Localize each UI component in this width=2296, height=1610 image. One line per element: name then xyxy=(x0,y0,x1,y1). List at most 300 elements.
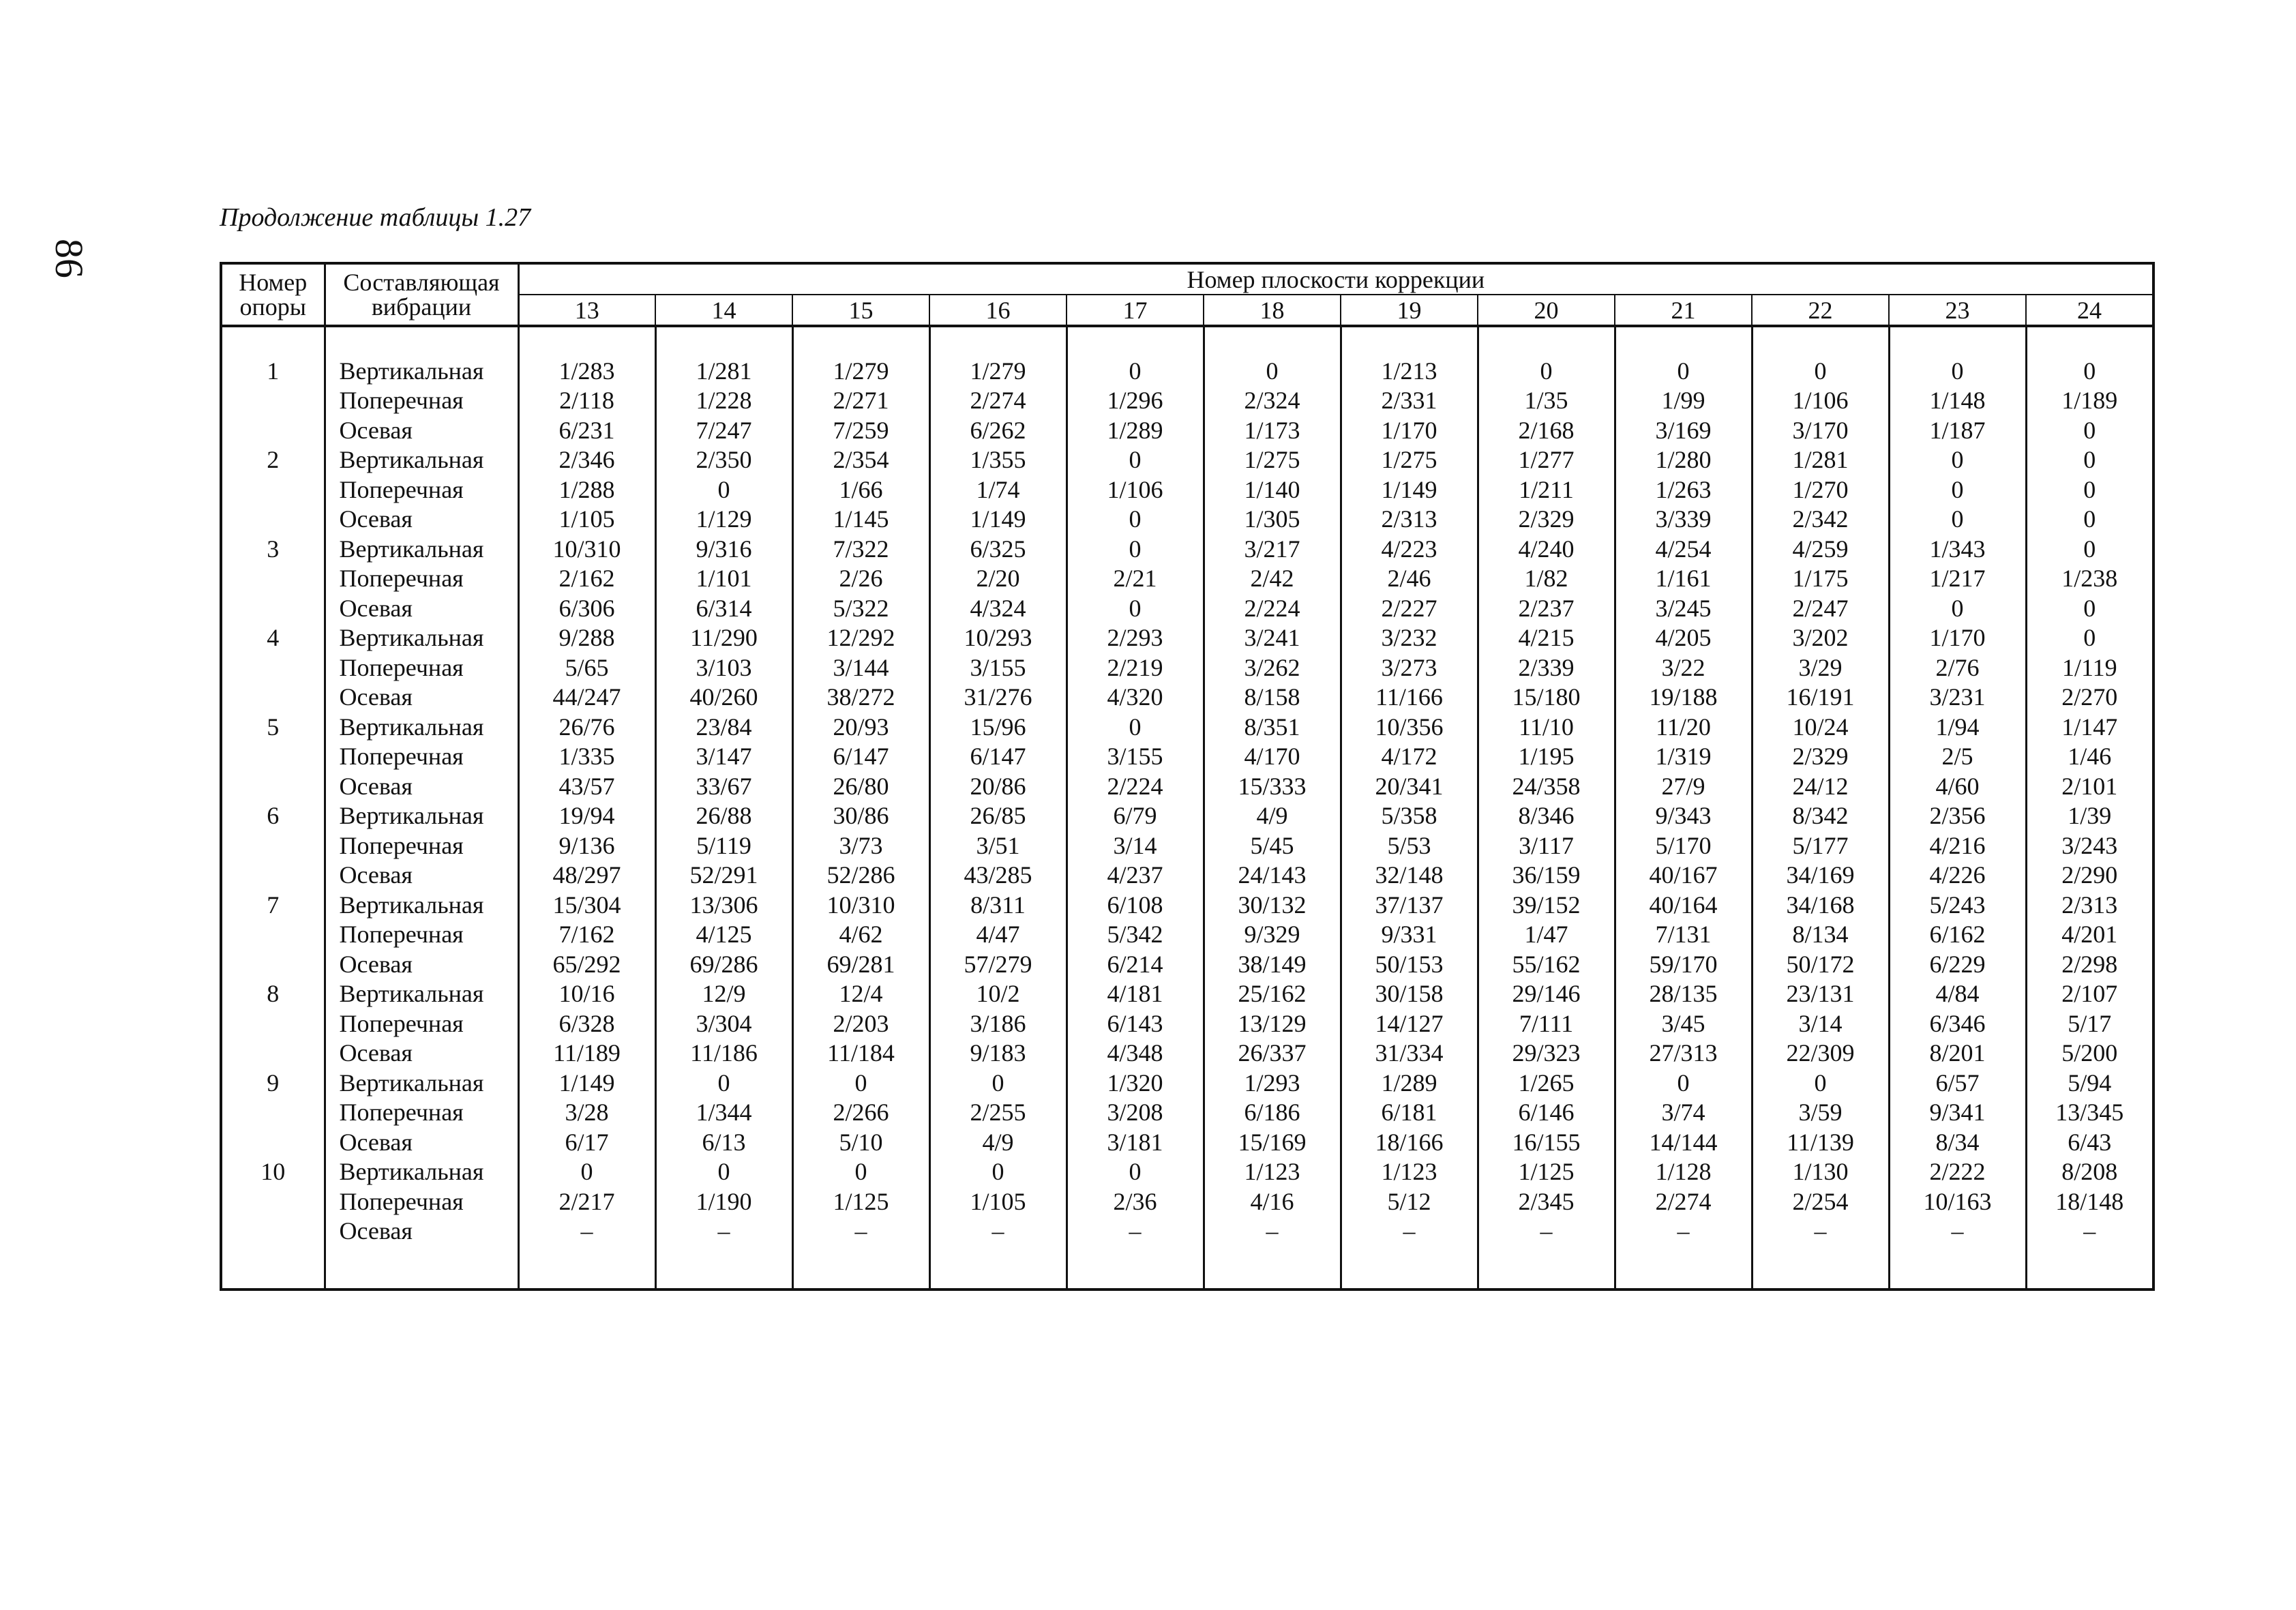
value-cell: 8/351 xyxy=(1204,712,1341,742)
support-number-cell: 2 xyxy=(221,445,325,475)
header-vibration-component: Составляющая вибрации xyxy=(325,263,518,326)
blank-cell xyxy=(1067,1246,1204,1290)
vibration-component-cell: Поперечная xyxy=(325,653,518,683)
blank-cell xyxy=(1478,326,1615,356)
value-cell: 9/329 xyxy=(1204,920,1341,950)
value-cell: 8/34 xyxy=(1889,1127,2026,1157)
value-cell: 0 xyxy=(1889,505,2026,535)
value-cell: – xyxy=(655,1217,792,1247)
vibration-component-cell: Поперечная xyxy=(325,1187,518,1217)
value-cell: 9/331 xyxy=(1341,920,1478,950)
value-cell: 40/260 xyxy=(655,683,792,713)
value-cell: 6/57 xyxy=(1889,1068,2026,1098)
vibration-component-cell: Поперечная xyxy=(325,1009,518,1039)
vibration-component-cell: Вертикальная xyxy=(325,623,518,653)
value-cell: 0 xyxy=(792,1157,929,1187)
value-cell: 2/118 xyxy=(518,386,655,416)
value-cell: 11/10 xyxy=(1478,712,1615,742)
value-cell: 2/227 xyxy=(1341,593,1478,623)
value-cell: 6/147 xyxy=(792,742,929,772)
blank-cell xyxy=(792,1246,929,1290)
value-cell: 13/345 xyxy=(2026,1098,2153,1128)
value-cell: 1/123 xyxy=(1204,1157,1341,1187)
value-cell: 26/337 xyxy=(1204,1039,1341,1069)
table-row xyxy=(221,831,2153,861)
support-number-cell xyxy=(221,771,325,801)
table-row xyxy=(221,1127,2153,1157)
header-correction-plane-group: Номер плоскости коррекции xyxy=(518,263,2153,295)
vibration-component-cell: Осевая xyxy=(325,505,518,535)
support-number-cell xyxy=(221,1217,325,1247)
value-cell: 15/180 xyxy=(1478,683,1615,713)
value-cell: 38/149 xyxy=(1204,949,1341,979)
value-cell: 4/201 xyxy=(2026,920,2153,950)
table-row xyxy=(221,712,2153,742)
value-cell: 5/94 xyxy=(2026,1068,2153,1098)
value-cell: – xyxy=(1341,1217,1478,1247)
header-plane-24: 24 xyxy=(2026,295,2153,326)
value-cell: 0 xyxy=(518,1157,655,1187)
value-cell: 1/279 xyxy=(792,356,929,386)
header-plane-17: 17 xyxy=(1067,295,1204,326)
value-cell: 1/161 xyxy=(1615,564,1752,594)
value-cell: 6/43 xyxy=(2026,1127,2153,1157)
value-cell: 3/45 xyxy=(1615,1009,1752,1039)
value-cell: 8/134 xyxy=(1752,920,1889,950)
support-number-cell xyxy=(221,415,325,445)
correction-planes-table xyxy=(220,262,2155,1291)
value-cell: 1/263 xyxy=(1615,475,1752,505)
value-cell: 0 xyxy=(1615,1068,1752,1098)
value-cell: 2/203 xyxy=(792,1009,929,1039)
table-row xyxy=(221,653,2153,683)
value-cell: 0 xyxy=(1478,356,1615,386)
support-number-cell xyxy=(221,564,325,594)
value-cell: 0 xyxy=(929,1068,1067,1098)
value-cell: 1/39 xyxy=(2026,801,2153,831)
value-cell: 50/153 xyxy=(1341,949,1478,979)
header-plane-16: 16 xyxy=(929,295,1067,326)
value-cell: 1/195 xyxy=(1478,742,1615,772)
support-number-cell xyxy=(221,949,325,979)
value-cell: 10/163 xyxy=(1889,1187,2026,1217)
value-cell: 5/53 xyxy=(1341,831,1478,861)
value-cell: 6/162 xyxy=(1889,920,2026,950)
vibration-component-cell: Вертикальная xyxy=(325,890,518,920)
value-cell: 2/313 xyxy=(2026,890,2153,920)
vibration-component-cell: Вертикальная xyxy=(325,1068,518,1098)
value-cell: 3/181 xyxy=(1067,1127,1204,1157)
value-cell: 3/28 xyxy=(518,1098,655,1128)
value-cell: 6/186 xyxy=(1204,1098,1341,1128)
table-row xyxy=(221,1068,2153,1098)
value-cell: – xyxy=(1752,1217,1889,1247)
header-plane-19: 19 xyxy=(1341,295,1478,326)
table-row xyxy=(221,801,2153,831)
value-cell: 2/313 xyxy=(1341,505,1478,535)
table-row xyxy=(221,386,2153,416)
vibration-component-cell: Поперечная xyxy=(325,386,518,416)
tail-row xyxy=(221,1246,2153,1290)
support-number-cell xyxy=(221,1098,325,1128)
support-number-cell xyxy=(221,653,325,683)
value-cell: 29/323 xyxy=(1478,1039,1615,1069)
value-cell: 2/247 xyxy=(1752,593,1889,623)
value-cell: 0 xyxy=(1067,445,1204,475)
value-cell: 8/158 xyxy=(1204,683,1341,713)
value-cell: 1/275 xyxy=(1204,445,1341,475)
table-row xyxy=(221,445,2153,475)
value-cell: 7/111 xyxy=(1478,1009,1615,1039)
value-cell: 9/341 xyxy=(1889,1098,2026,1128)
value-cell: 2/350 xyxy=(655,445,792,475)
table-body xyxy=(221,326,2153,1290)
blank-cell xyxy=(655,326,792,356)
value-cell: 5/17 xyxy=(2026,1009,2153,1039)
value-cell: 1/296 xyxy=(1067,386,1204,416)
value-cell: 2/274 xyxy=(929,386,1067,416)
value-cell: 0 xyxy=(1889,593,2026,623)
table-row xyxy=(221,1217,2153,1247)
value-cell: – xyxy=(518,1217,655,1247)
value-cell: 40/164 xyxy=(1615,890,1752,920)
table-row xyxy=(221,979,2153,1009)
value-cell: 3/169 xyxy=(1615,415,1752,445)
value-cell: 3/241 xyxy=(1204,623,1341,653)
vibration-component-cell: Поперечная xyxy=(325,920,518,950)
value-cell: 11/189 xyxy=(518,1039,655,1069)
table-row xyxy=(221,861,2153,891)
value-cell: 10/24 xyxy=(1752,712,1889,742)
value-cell: – xyxy=(1889,1217,2026,1247)
value-cell: 2/329 xyxy=(1478,505,1615,535)
value-cell: 2/46 xyxy=(1341,564,1478,594)
value-cell: 1/279 xyxy=(929,356,1067,386)
value-cell: 5/45 xyxy=(1204,831,1341,861)
value-cell: 0 xyxy=(1067,356,1204,386)
value-cell: 1/238 xyxy=(2026,564,2153,594)
value-cell: 3/29 xyxy=(1752,653,1889,683)
value-cell: 15/169 xyxy=(1204,1127,1341,1157)
value-cell: 1/147 xyxy=(2026,712,2153,742)
value-cell: 32/148 xyxy=(1341,861,1478,891)
value-cell: 1/46 xyxy=(2026,742,2153,772)
vibration-component-cell: Поперечная xyxy=(325,742,518,772)
table-row xyxy=(221,771,2153,801)
value-cell: 1/125 xyxy=(792,1187,929,1217)
value-cell: – xyxy=(792,1217,929,1247)
blank-cell xyxy=(1067,326,1204,356)
value-cell: 2/36 xyxy=(1067,1187,1204,1217)
value-cell: 44/247 xyxy=(518,683,655,713)
value-cell: 15/333 xyxy=(1204,771,1341,801)
value-cell: 36/159 xyxy=(1478,861,1615,891)
value-cell: 7/322 xyxy=(792,534,929,564)
value-cell: 1/125 xyxy=(1478,1157,1615,1187)
value-cell: 3/117 xyxy=(1478,831,1615,861)
value-cell: 2/42 xyxy=(1204,564,1341,594)
value-cell: 50/172 xyxy=(1752,949,1889,979)
value-cell: 18/148 xyxy=(2026,1187,2153,1217)
value-cell: 3/273 xyxy=(1341,653,1478,683)
value-cell: 5/177 xyxy=(1752,831,1889,861)
value-cell: 3/14 xyxy=(1067,831,1204,861)
value-cell: 10/310 xyxy=(518,534,655,564)
table-caption: Продолжение таблицы 1.27 xyxy=(220,203,531,232)
blank-cell xyxy=(2026,326,2153,356)
value-cell: 6/13 xyxy=(655,1127,792,1157)
value-cell: 2/21 xyxy=(1067,564,1204,594)
table-row xyxy=(221,623,2153,653)
value-cell: – xyxy=(1615,1217,1752,1247)
value-cell: 3/232 xyxy=(1341,623,1478,653)
value-cell: 2/324 xyxy=(1204,386,1341,416)
value-cell: 4/348 xyxy=(1067,1039,1204,1069)
vibration-component-cell: Осевая xyxy=(325,861,518,891)
table-row xyxy=(221,1039,2153,1069)
value-cell: 1/320 xyxy=(1067,1068,1204,1098)
value-cell: 23/84 xyxy=(655,712,792,742)
value-cell: 5/119 xyxy=(655,831,792,861)
value-cell: 5/342 xyxy=(1067,920,1204,950)
value-cell: 4/320 xyxy=(1067,683,1204,713)
vibration-component-cell: Вертикальная xyxy=(325,1157,518,1187)
support-number-cell: 3 xyxy=(221,534,325,564)
blank-cell xyxy=(221,1246,325,1290)
value-cell: 1/170 xyxy=(1341,415,1478,445)
blank-cell xyxy=(929,1246,1067,1290)
value-cell: 4/240 xyxy=(1478,534,1615,564)
value-cell: 9/136 xyxy=(518,831,655,861)
value-cell: 8/346 xyxy=(1478,801,1615,831)
value-cell: 6/328 xyxy=(518,1009,655,1039)
value-cell: 39/152 xyxy=(1478,890,1615,920)
value-cell: 40/167 xyxy=(1615,861,1752,891)
support-number-cell: 4 xyxy=(221,623,325,653)
value-cell: 1/281 xyxy=(1752,445,1889,475)
blank-cell xyxy=(1752,326,1889,356)
blank-cell xyxy=(518,1246,655,1290)
value-cell: 1/149 xyxy=(518,1068,655,1098)
table-row xyxy=(221,415,2153,445)
value-cell: 6/108 xyxy=(1067,890,1204,920)
value-cell: 2/219 xyxy=(1067,653,1204,683)
value-cell: 26/88 xyxy=(655,801,792,831)
support-number-cell xyxy=(221,593,325,623)
value-cell: 1/280 xyxy=(1615,445,1752,475)
vibration-component-cell: Вертикальная xyxy=(325,356,518,386)
value-cell: 4/181 xyxy=(1067,979,1204,1009)
value-cell: 1/175 xyxy=(1752,564,1889,594)
value-cell: 16/191 xyxy=(1752,683,1889,713)
value-cell: 2/237 xyxy=(1478,593,1615,623)
vibration-component-cell: Поперечная xyxy=(325,475,518,505)
value-cell: 2/342 xyxy=(1752,505,1889,535)
value-cell: 6/262 xyxy=(929,415,1067,445)
value-cell: 2/298 xyxy=(2026,949,2153,979)
value-cell: 6/214 xyxy=(1067,949,1204,979)
value-cell: 1/149 xyxy=(1341,475,1478,505)
blank-cell xyxy=(1341,1246,1478,1290)
value-cell: 24/358 xyxy=(1478,771,1615,801)
value-cell: 0 xyxy=(2026,356,2153,386)
value-cell: 2/224 xyxy=(1204,593,1341,623)
value-cell: 20/341 xyxy=(1341,771,1478,801)
value-cell: 30/132 xyxy=(1204,890,1341,920)
value-cell: 0 xyxy=(1752,356,1889,386)
value-cell: 3/74 xyxy=(1615,1098,1752,1128)
value-cell: 0 xyxy=(1067,1157,1204,1187)
value-cell: 18/166 xyxy=(1341,1127,1478,1157)
value-cell: 2/217 xyxy=(518,1187,655,1217)
value-cell: 4/324 xyxy=(929,593,1067,623)
table-header xyxy=(221,263,2153,326)
value-cell: 0 xyxy=(2026,593,2153,623)
value-cell: 43/285 xyxy=(929,861,1067,891)
value-cell: 4/215 xyxy=(1478,623,1615,653)
value-cell: 1/344 xyxy=(655,1098,792,1128)
vibration-component-cell: Вертикальная xyxy=(325,534,518,564)
value-cell: 2/168 xyxy=(1478,415,1615,445)
value-cell: 2/290 xyxy=(2026,861,2153,891)
header-plane-13: 13 xyxy=(518,295,655,326)
value-cell: 3/103 xyxy=(655,653,792,683)
value-cell: 4/9 xyxy=(1204,801,1341,831)
value-cell: 1/211 xyxy=(1478,475,1615,505)
value-cell: 4/226 xyxy=(1889,861,2026,891)
value-cell: 27/313 xyxy=(1615,1039,1752,1069)
value-cell: 0 xyxy=(655,1157,792,1187)
header-plane-21: 21 xyxy=(1615,295,1752,326)
value-cell: 0 xyxy=(792,1068,929,1098)
value-cell: 1/148 xyxy=(1889,386,2026,416)
value-cell: 4/237 xyxy=(1067,861,1204,891)
value-cell: 1/94 xyxy=(1889,712,2026,742)
support-number-cell: 1 xyxy=(221,356,325,386)
header-plane-14: 14 xyxy=(655,295,792,326)
value-cell: 0 xyxy=(2026,445,2153,475)
value-cell: 2/255 xyxy=(929,1098,1067,1128)
value-cell: 12/292 xyxy=(792,623,929,653)
value-cell: 6/181 xyxy=(1341,1098,1478,1128)
value-cell: 9/316 xyxy=(655,534,792,564)
value-cell: 0 xyxy=(2026,534,2153,564)
value-cell: 3/202 xyxy=(1752,623,1889,653)
value-cell: 3/155 xyxy=(1067,742,1204,772)
blank-cell xyxy=(1889,326,2026,356)
value-cell: 11/139 xyxy=(1752,1127,1889,1157)
value-cell: 31/276 xyxy=(929,683,1067,713)
value-cell: 11/290 xyxy=(655,623,792,653)
value-cell: 5/65 xyxy=(518,653,655,683)
value-cell: 2/293 xyxy=(1067,623,1204,653)
value-cell: 30/158 xyxy=(1341,979,1478,1009)
value-cell: 5/10 xyxy=(792,1127,929,1157)
value-cell: 4/170 xyxy=(1204,742,1341,772)
value-cell: 8/201 xyxy=(1889,1039,2026,1069)
value-cell: 30/86 xyxy=(792,801,929,831)
value-cell: 1/289 xyxy=(1067,415,1204,445)
value-cell: 11/184 xyxy=(792,1039,929,1069)
value-cell: 1/99 xyxy=(1615,386,1752,416)
value-cell: 1/129 xyxy=(655,505,792,535)
value-cell: 5/322 xyxy=(792,593,929,623)
value-cell: 24/12 xyxy=(1752,771,1889,801)
value-cell: 12/9 xyxy=(655,979,792,1009)
value-cell: 14/144 xyxy=(1615,1127,1752,1157)
value-cell: 1/47 xyxy=(1478,920,1615,950)
value-cell: 27/9 xyxy=(1615,771,1752,801)
value-cell: 57/279 xyxy=(929,949,1067,979)
value-cell: 31/334 xyxy=(1341,1039,1478,1069)
value-cell: 1/82 xyxy=(1478,564,1615,594)
blank-cell xyxy=(1615,1246,1752,1290)
value-cell: 1/130 xyxy=(1752,1157,1889,1187)
value-cell: 7/162 xyxy=(518,920,655,950)
blank-cell xyxy=(221,326,325,356)
value-cell: 1/173 xyxy=(1204,415,1341,445)
blank-cell xyxy=(325,1246,518,1290)
blank-cell xyxy=(792,326,929,356)
value-cell: 1/277 xyxy=(1478,445,1615,475)
table-row xyxy=(221,683,2153,713)
value-cell: 19/94 xyxy=(518,801,655,831)
support-number-cell xyxy=(221,386,325,416)
value-cell: 59/170 xyxy=(1615,949,1752,979)
support-number-cell: 10 xyxy=(221,1157,325,1187)
value-cell: – xyxy=(929,1217,1067,1247)
value-cell: 2/5 xyxy=(1889,742,2026,772)
blank-cell xyxy=(1204,1246,1341,1290)
value-cell: 28/135 xyxy=(1615,979,1752,1009)
value-cell: 5/170 xyxy=(1615,831,1752,861)
value-cell: 3/339 xyxy=(1615,505,1752,535)
support-number-cell: 7 xyxy=(221,890,325,920)
value-cell: 65/292 xyxy=(518,949,655,979)
value-cell: 2/101 xyxy=(2026,771,2153,801)
value-cell: 12/4 xyxy=(792,979,929,1009)
vibration-component-cell: Поперечная xyxy=(325,1098,518,1128)
value-cell: 1/145 xyxy=(792,505,929,535)
value-cell: 4/254 xyxy=(1615,534,1752,564)
value-cell: 3/51 xyxy=(929,831,1067,861)
value-cell: 24/143 xyxy=(1204,861,1341,891)
header-plane-15: 15 xyxy=(792,295,929,326)
value-cell: 2/162 xyxy=(518,564,655,594)
value-cell: 15/96 xyxy=(929,712,1067,742)
vibration-component-cell: Осевая xyxy=(325,949,518,979)
table-row xyxy=(221,920,2153,950)
value-cell: 11/186 xyxy=(655,1039,792,1069)
value-cell: 7/131 xyxy=(1615,920,1752,950)
value-cell: – xyxy=(1067,1217,1204,1247)
value-cell: 1/335 xyxy=(518,742,655,772)
value-cell: 1/283 xyxy=(518,356,655,386)
value-cell: 4/216 xyxy=(1889,831,2026,861)
value-cell: 6/229 xyxy=(1889,949,2026,979)
value-cell: 37/137 xyxy=(1341,890,1478,920)
value-cell: 55/162 xyxy=(1478,949,1615,979)
value-cell: 2/356 xyxy=(1889,801,2026,831)
value-cell: 3/245 xyxy=(1615,593,1752,623)
value-cell: 0 xyxy=(1752,1068,1889,1098)
value-cell: 8/342 xyxy=(1752,801,1889,831)
value-cell: 1/149 xyxy=(929,505,1067,535)
table-row xyxy=(221,593,2153,623)
value-cell: 22/309 xyxy=(1752,1039,1889,1069)
vibration-component-cell: Осевая xyxy=(325,1039,518,1069)
value-cell: 1/140 xyxy=(1204,475,1341,505)
